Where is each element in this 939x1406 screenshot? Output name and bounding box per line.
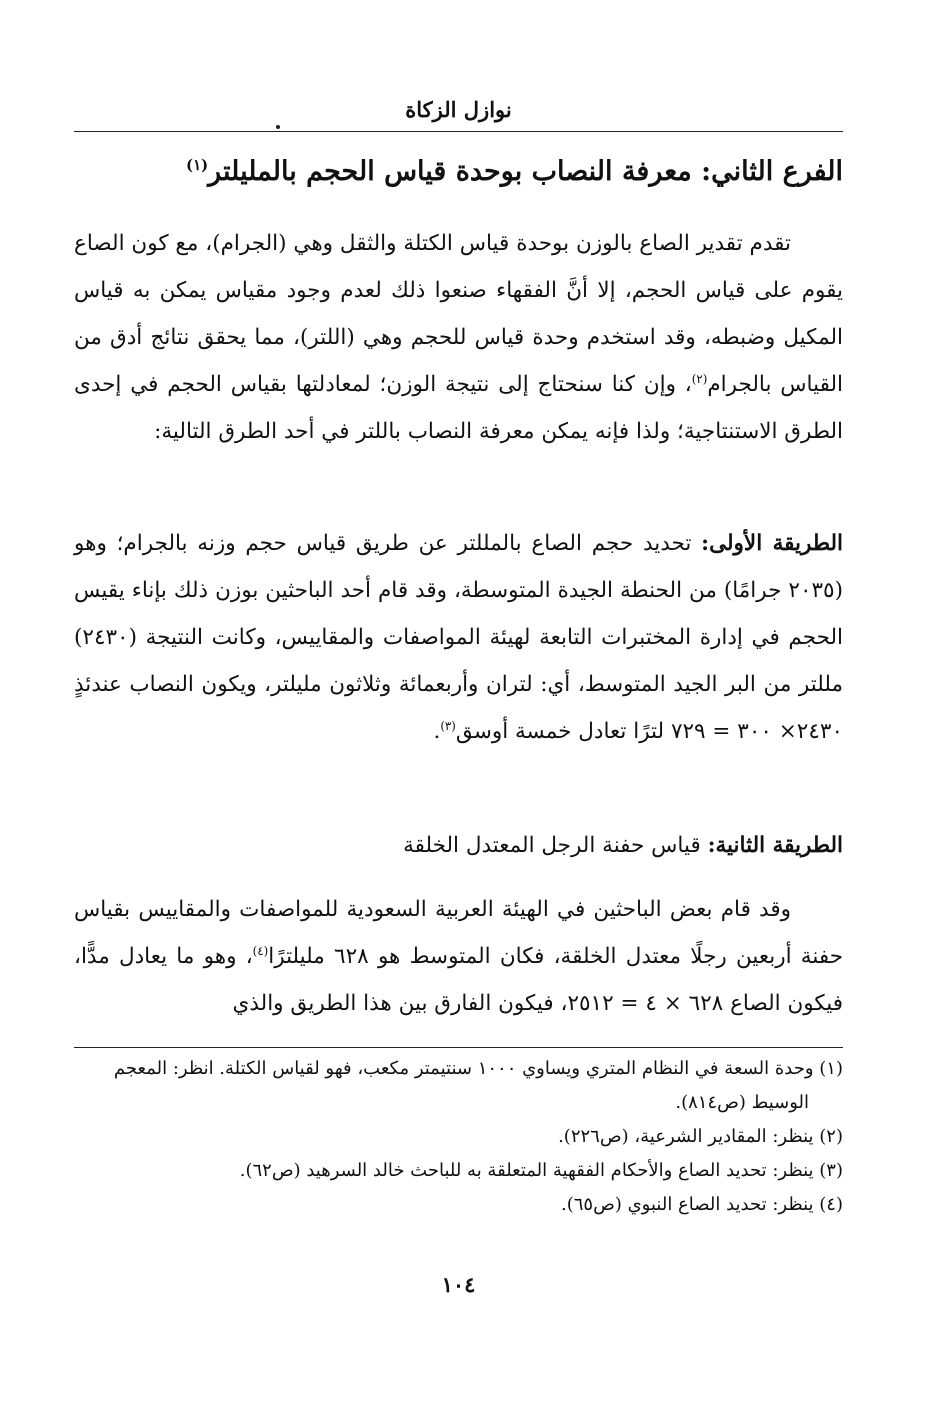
paragraph-1-text-a: تقدم تقدير الصاع بالوزن بوحدة قياس الكتلة والثقل وهي (الجرام)، مع كون الصاع يقوم على قياس الحجم، إلا أنَّ الفقهاء صنعوا ذلك لعدم وجود مقياس يمكن به قياس المكيل وضبطه، وقد استخدم وحدة قياس للحجم وهي (اللتر)، مما يحقق نتائج أدق من القياس بالجرام (74, 231, 843, 397)
method-1-heading: الطريقة الأولى: (701, 531, 843, 556)
paragraph-method-2 (74, 822, 843, 869)
footnote-3: (٣) ينظر: تحديد الصاع والأحكام الفقهية المتعلقة به للباحث خالد السرهيد (ص٦٢). (239, 1160, 843, 1181)
footnote-rule (74, 1047, 843, 1048)
page-number: ١٠٤ (441, 1272, 476, 1297)
footnote-ref-3: (٣) (440, 718, 456, 733)
section-title-text: الفرع الثاني: معرفة النصاب بوحدة قياس الحجم بالمليلتر (208, 156, 843, 187)
method-1-end: . (433, 719, 441, 744)
method-1-text: تحديد حجم الصاع بالمللتر عن طريق قياس حجم وزنه بالجرام؛ وهو (٢٠٣٥ جرامًا) من الحنطة الجيدة المتوسطة، وقد قام أحد الباحثين بوزن ذلك بإناء يقيس الحجم في إدارة المختبرات التابعة لهيئة المواصفات والمقاييس، وكانت النتيجة (٢٤٣٠) مللتر من البر الجيد المتوسط، أي: لتران وأربعمائة وثلاثون مليلتر، ويكون النصاب عندئذٍ ٢٤٣٠× ٣٠٠ = ٧٢٩ لترًا تعادل خمسة أوسق (74, 531, 843, 744)
paragraph-4-text-b: ، وهو ما يعادل مدًّا، فيكون الصاع ٦٢٨ × ٤ = ٢٥١٢، فيكون الفارق بين هذا الطريق والذي (74, 944, 843, 1016)
paragraph-1-text-b: ، وإن كنا سنحتاج إلى نتيجة الوزن؛ لمعادلتها بقياس الحجم في إحدى الطرق الاستنتاجية؛ ولذا فإنه يمكن معرفة النصاب باللتر في أحد الطرق التالية: (74, 372, 843, 444)
header-dot (276, 125, 280, 129)
footnote-1: (١) وحدة السعة في النظام المتري ويساوي ١٠٠٠ سنتيمتر مكعب، فهو لقياس الكتلة. انظر: المعجم الوسيط (ص٨١٤). (113, 1058, 843, 1113)
paragraph-4 (74, 886, 843, 1027)
header-rule (74, 131, 843, 132)
footnotes (74, 1052, 843, 1222)
section-title-note-ref: (١) (186, 156, 209, 174)
footnote-2: (٢) ينظر: المقادير الشرعية، (ص٢٢٦). (558, 1126, 843, 1147)
paragraph-1 (74, 220, 843, 455)
paragraph-method-1 (74, 520, 843, 755)
footnote-ref-2: (٢) (691, 371, 708, 386)
paragraph-4-text-a: وقد قام بعض الباحثين في الهيئة العربية السعودية للمواصفات والمقاييس بقياس حفنة أربعين رجلًا معتدل الخلقة، فكان المتوسط هو ٦٢٨ مليلترًا (74, 897, 843, 969)
footnote-4: (٤) ينظر: تحديد الصاع النبوي (ص٦٥). (560, 1194, 843, 1215)
method-2-text: قياس حفنة الرجل المعتدل الخلقة (403, 833, 708, 858)
method-2-heading: الطريقة الثانية: (707, 833, 843, 858)
section-title (74, 150, 843, 194)
running-header: نوازل الزكاة (405, 97, 512, 122)
footnote-ref-4: (٤) (252, 943, 269, 958)
